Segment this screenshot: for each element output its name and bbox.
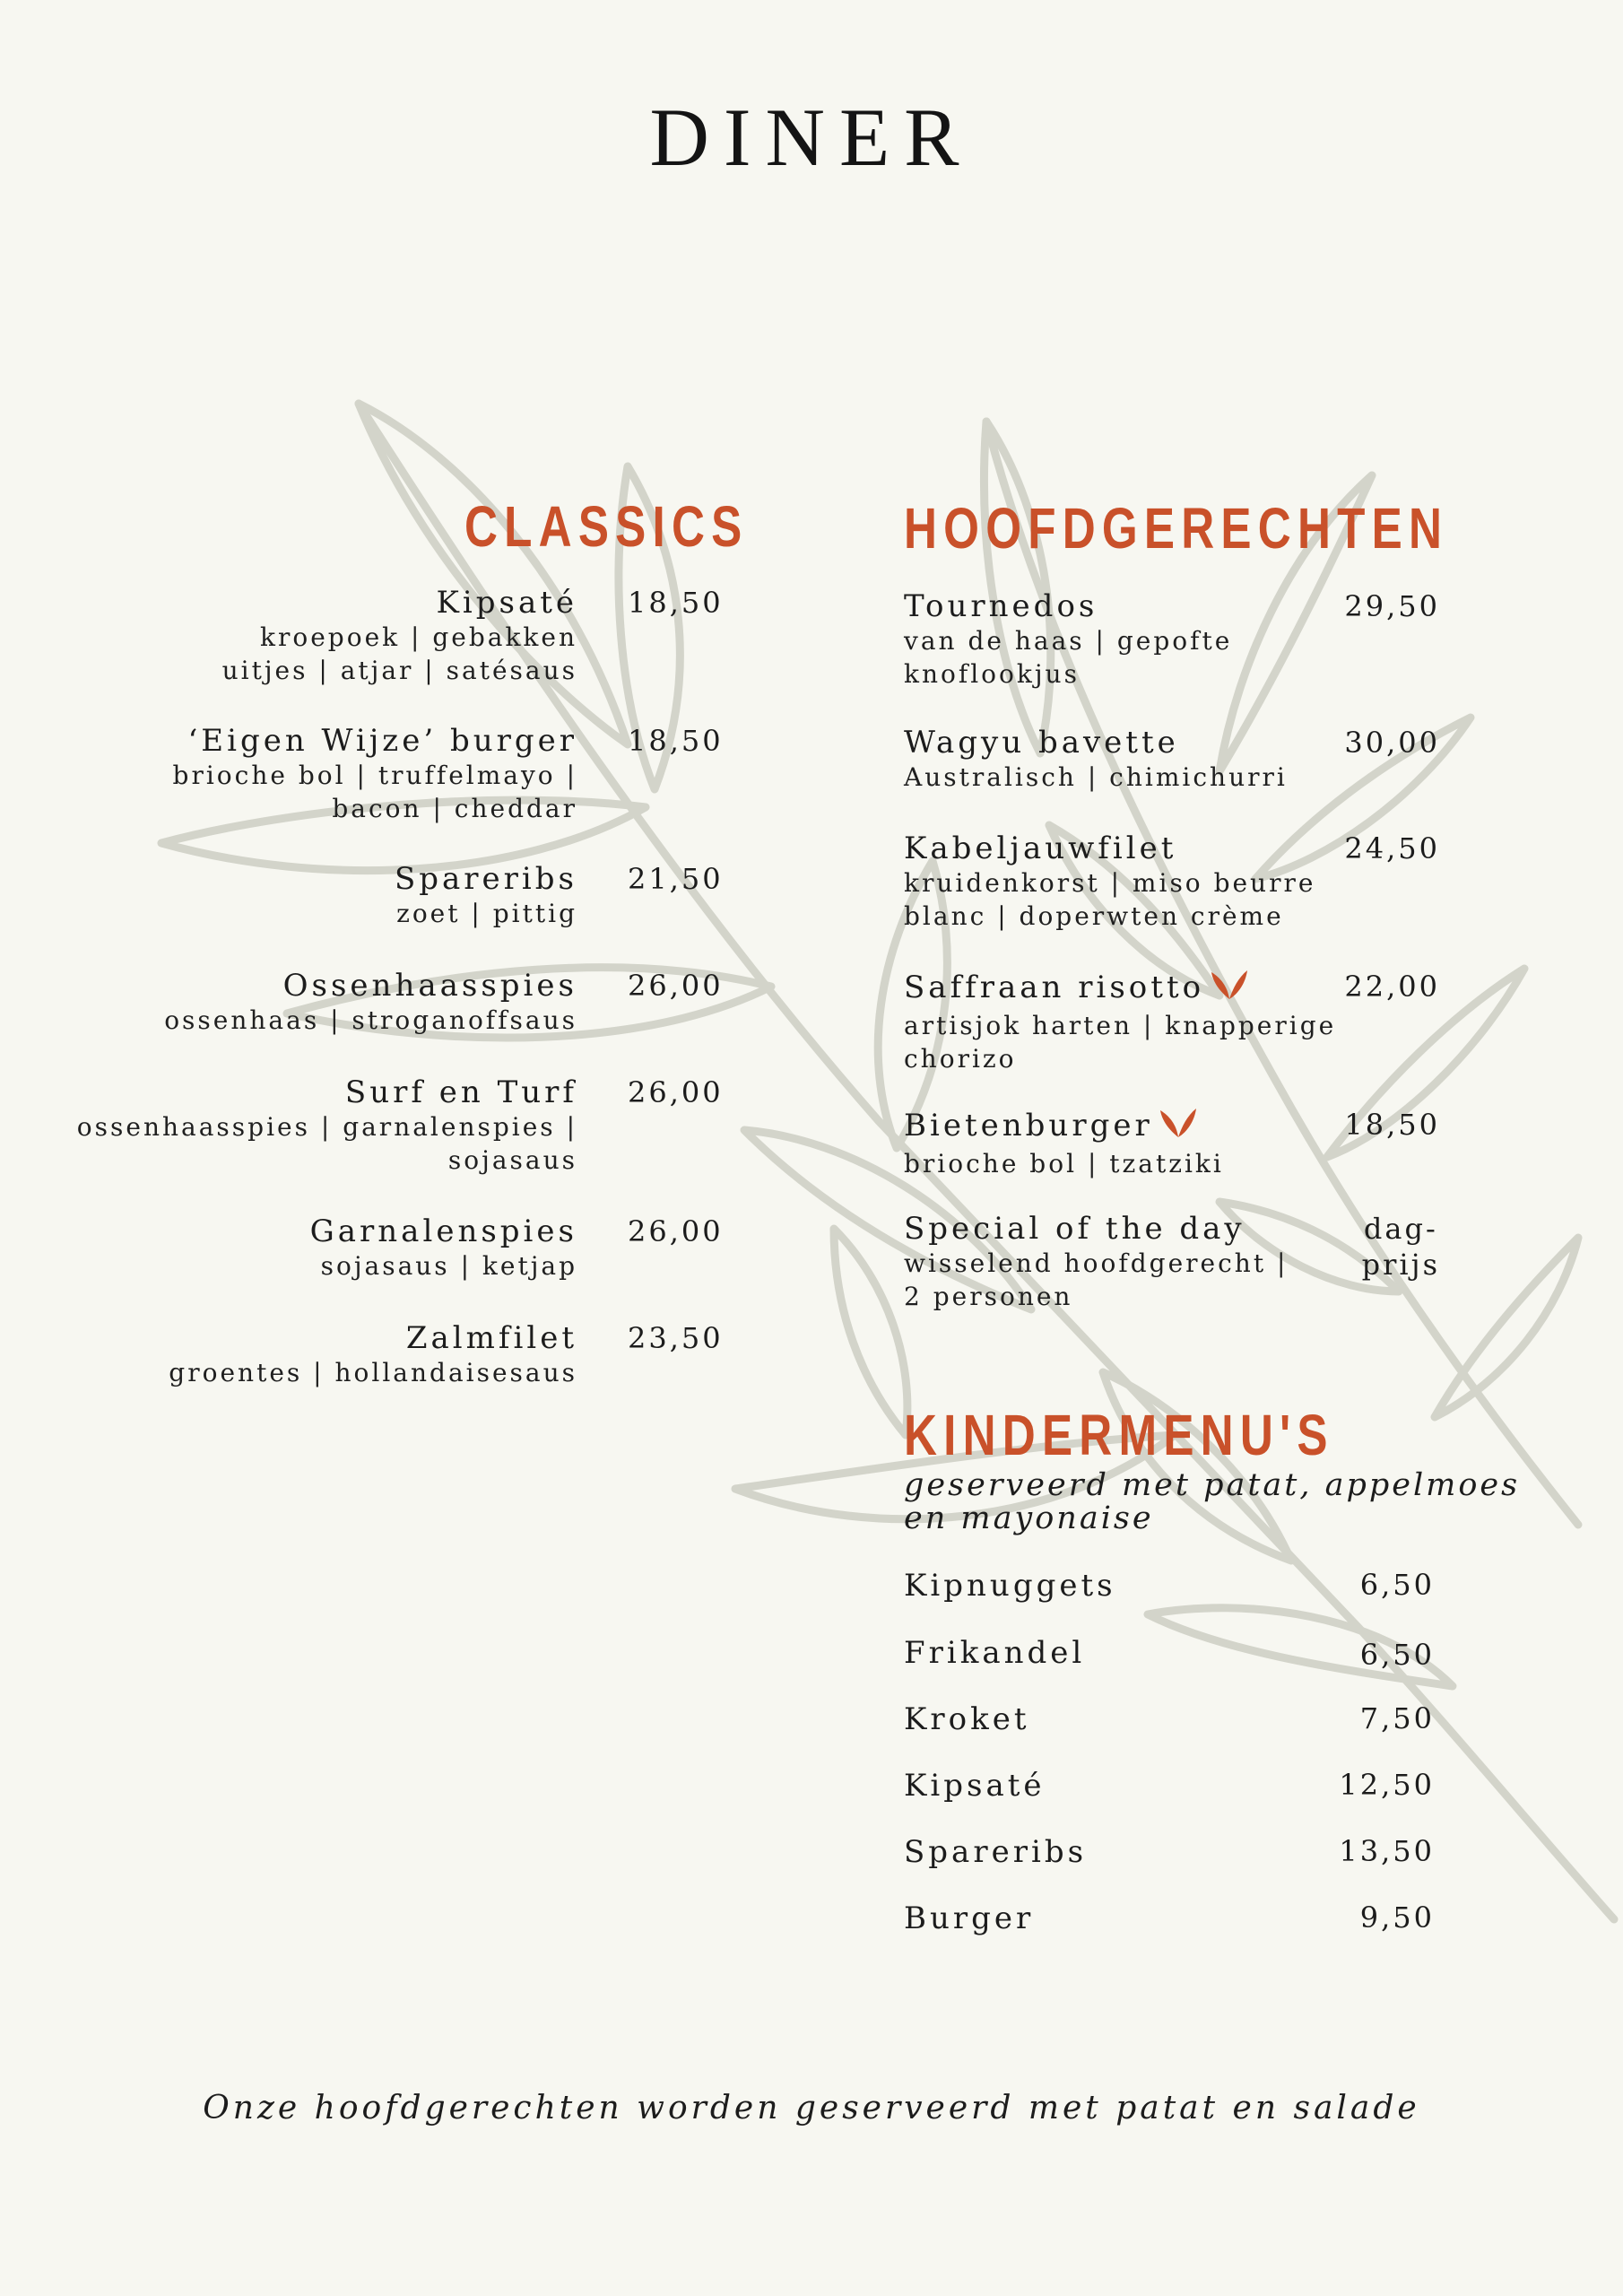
menu-item	[22, 723, 577, 825]
kids-dish-price: 12,50	[1339, 1768, 1435, 1802]
menu-item	[22, 585, 577, 687]
kids-dish-name: Kroket	[904, 1701, 1030, 1737]
menu-item	[22, 861, 577, 930]
kids-dish-name: Burger	[904, 1900, 1035, 1936]
dish-description: wisselend hoofdgerecht |	[904, 1248, 1289, 1278]
menu-item	[22, 1213, 577, 1283]
dish-description: bacon | cheddar	[332, 794, 577, 823]
dish-name: Special of the day	[904, 1211, 1245, 1247]
kindermenu-note-line: geserveerd met patat, appelmoes	[904, 1467, 1521, 1503]
dish-description: knoflookjus	[904, 659, 1080, 689]
menu-item	[22, 1074, 577, 1177]
vegetarian-leaf-icon	[1159, 1107, 1198, 1147]
dish-description: 2 personen	[904, 1282, 1073, 1311]
dish-description: brioche bol | tzatziki	[904, 1149, 1224, 1178]
page-title: DINER	[649, 91, 974, 183]
dish-price-line: prijs	[1361, 1248, 1440, 1282]
kids-dish-price: 7,50	[1359, 1701, 1435, 1735]
dish-name: Kipsaté	[436, 585, 577, 621]
dish-description: uitjes | atjar | satésaus	[221, 656, 577, 685]
dish-price: 26,00	[628, 1075, 724, 1109]
dish-name: Kabeljauwfilet	[904, 831, 1177, 866]
dish-description: Australisch | chimichurri	[904, 762, 1288, 792]
dish-name-text: Bietenburger	[904, 1108, 1153, 1144]
kindermenu-heading: KINDERMENU'S	[904, 1403, 1334, 1467]
dish-price	[1362, 1211, 1440, 1283]
dish-description: sojasaus	[447, 1145, 577, 1175]
dish-description: sojasaus | ketjap	[320, 1251, 577, 1281]
dish-price: 18,50	[628, 724, 724, 758]
dish-name: Ossenhaasspies	[282, 968, 577, 1004]
kids-dish-price: 9,50	[1359, 1900, 1435, 1935]
footer-note: Onze hoofdgerechten worden geserveerd met patat en salade	[203, 2090, 1420, 2126]
classics-heading: CLASSICS	[464, 494, 749, 559]
dish-price: 18,50	[628, 586, 724, 620]
dish-description: groentes | hollandaisesaus	[169, 1358, 577, 1387]
kindermenu-note-line: en mayonaise	[904, 1500, 1154, 1536]
dish-description: ossenhaasspies | garnalenspies |	[76, 1112, 577, 1142]
dish-price: 23,50	[628, 1321, 724, 1355]
dish-name: ‘Eigen Wijze’ burger	[187, 723, 577, 759]
dish-name: Garnalenspies	[309, 1213, 577, 1249]
dish-description: zoet | pittig	[396, 899, 577, 928]
dish-description: chorizo	[904, 1044, 1017, 1074]
kindermenu-note	[904, 1469, 1532, 1535]
dish-price: 26,00	[628, 1214, 724, 1248]
dish-description: kruidenkorst | miso beurre	[904, 868, 1316, 898]
dish-description: van de haas | gepofte	[904, 626, 1233, 656]
kids-dish-name: Spareribs	[904, 1834, 1088, 1870]
dish-description: blanc | doperwten crème	[904, 901, 1284, 931]
kids-dish-name: Kipnuggets	[904, 1568, 1116, 1604]
kids-dish-price: 13,50	[1339, 1834, 1435, 1868]
kids-dish-price: 6,50	[1359, 1638, 1435, 1672]
dish-description: ossenhaas | stroganoffsaus	[164, 1005, 577, 1035]
kids-dish-price: 6,50	[1359, 1568, 1435, 1602]
dish-description: artisjok harten | knapperige	[904, 1011, 1337, 1040]
vegetarian-leaf-icon	[1210, 969, 1249, 1009]
dish-price: 30,00	[1344, 726, 1440, 760]
dish-description: kroepoek | gebakken	[260, 622, 577, 652]
dish-price: 26,00	[628, 969, 724, 1003]
kids-dish-name: Frikandel	[904, 1635, 1086, 1671]
dish-name: Tournedos	[904, 588, 1098, 624]
dish-name: Spareribs	[394, 861, 577, 897]
dish-price-line: dag-	[1363, 1212, 1438, 1246]
dish-price: 18,50	[1344, 1108, 1440, 1142]
menu-item	[22, 968, 577, 1037]
dish-name: Surf en Turf	[344, 1074, 577, 1110]
dish-price: 29,50	[1344, 589, 1440, 623]
dish-name: Zalmfilet	[405, 1320, 577, 1356]
dish-name: Wagyu bavette	[904, 725, 1179, 761]
dish-price: 21,50	[628, 862, 724, 896]
dish-description: brioche bol | truffelmayo |	[172, 761, 577, 790]
dish-name-text: Saffraan risotto	[904, 970, 1205, 1005]
hoofdgerechten-heading: HOOFDGERECHTEN	[904, 496, 1449, 561]
dish-price: 24,50	[1344, 831, 1440, 865]
dish-price: 22,00	[1344, 970, 1440, 1004]
menu-item	[22, 1320, 577, 1389]
kids-dish-name: Kipsaté	[904, 1768, 1046, 1804]
